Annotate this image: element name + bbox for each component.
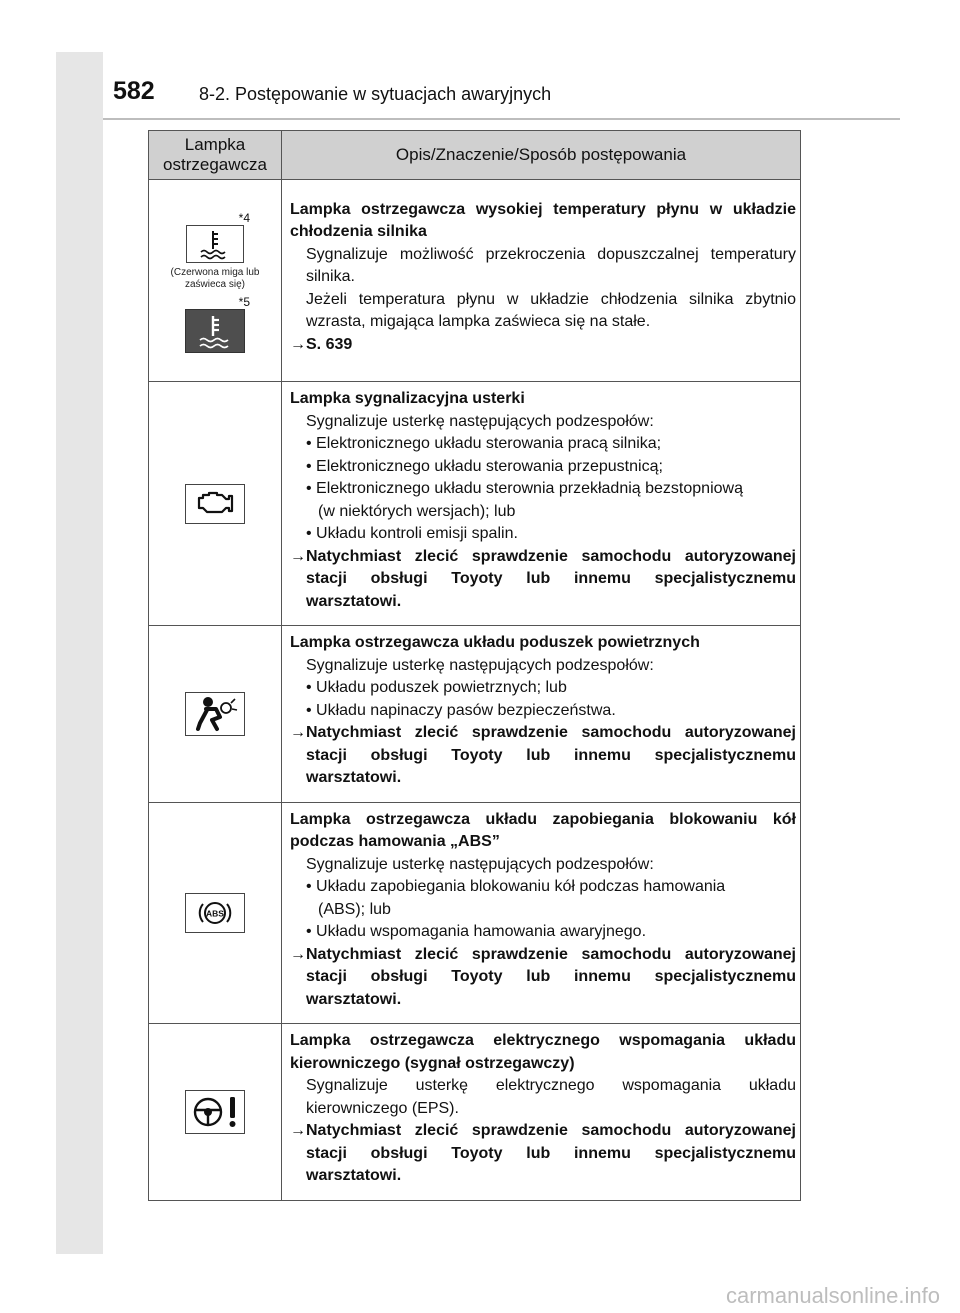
lamp-description: Sygnalizuje usterkę następujących podzespołów: — [306, 412, 654, 430]
abs-icon — [185, 893, 245, 933]
icon-cell — [149, 382, 282, 626]
action-instruction — [290, 1120, 796, 1188]
lamp-title: Lampka ostrzegawcza elektrycznego wspomagania układu kierowniczego (sygnał ostrzegawczy) — [290, 1032, 796, 1072]
arrow-icon: → — [290, 945, 306, 963]
coolant-temperature-icon-lit — [185, 309, 245, 353]
action-reference — [290, 334, 796, 357]
list-item: • Elektronicznego układu sterowania przepustnicą; — [306, 457, 663, 475]
list-item: • Układu napinaczy pasów bezpieczeństwa. — [306, 701, 616, 719]
list-item: • Układu kontroli emisji spalin. — [306, 525, 518, 542]
icon-cell — [149, 626, 282, 803]
arrow-icon: → — [290, 724, 306, 741]
action-text: Natychmiast zlecić sprawdzenie samochodu autoryzowanej stacji obsługi Toyoty lub innemu specjalistycznemu warsztatowi. — [306, 1122, 796, 1184]
description-cell — [282, 382, 801, 626]
lamp-title: Lampka ostrzegawcza układu zapobiegania blokowaniu kół podczas hamowania „ABS” — [290, 810, 796, 850]
lamp-description: Sygnalizuje usterkę następujących podzespołów: — [306, 656, 654, 674]
icon-cell — [149, 180, 282, 382]
description-cell — [282, 180, 801, 382]
footnote-marker: *5 — [238, 294, 250, 309]
description-cell — [282, 802, 801, 1024]
section-title: 8-2. Postępowanie w sytuacjach awaryjnych — [199, 84, 552, 104]
table-row — [149, 180, 801, 382]
coolant-temperature-icon — [186, 225, 244, 263]
description-cell — [282, 1024, 801, 1201]
lamp-title: Lampka ostrzegawcza wysokiej temperatury płynu w układzie chłodzenia silnika — [290, 200, 796, 241]
description-cell — [282, 626, 801, 803]
table-row — [149, 802, 801, 1024]
list-item: • Układu wspomagania hamowania awaryjnego. — [306, 923, 647, 940]
abs-icon-label: ABS — [206, 908, 224, 919]
list-item-continuation: (ABS); lub — [318, 900, 391, 918]
lamp-description: Sygnalizuje usterkę następujących podzespołów: — [306, 855, 654, 873]
action-instruction — [290, 944, 796, 1012]
icon-cell — [149, 802, 282, 1024]
check-engine-icon — [185, 484, 245, 524]
table-row — [149, 1024, 801, 1201]
airbag-icon — [185, 692, 245, 736]
arrow-icon: → — [290, 1122, 306, 1139]
watermark: carmanualsonline.info — [725, 1283, 940, 1308]
list-item: • Układu poduszek powietrznych; lub — [306, 679, 567, 696]
table-row — [149, 626, 801, 803]
action-text: Natychmiast zlecić sprawdzenie samochodu autoryzowanej stacji obsługi Toyoty lub innemu specjalistycznemu warsztatowi. — [306, 724, 796, 786]
warning-lamps-table — [148, 130, 801, 1201]
arrow-icon: → — [290, 335, 306, 353]
list-item-continuation: (w niektórych wersjach); lub — [318, 502, 516, 520]
icon-cell — [149, 1024, 282, 1201]
side-band — [56, 52, 103, 1254]
page-reference: S. 639 — [306, 335, 353, 353]
lamp-title: Lampka sygnalizacyjna usterki — [290, 390, 525, 407]
col-header-lamp: Lampka ostrzegawcza — [149, 131, 282, 180]
table-row — [149, 382, 801, 626]
icon-note: (Czerwona miga lub zaświeca się) — [170, 266, 260, 290]
lamp-description: Sygnalizuje usterkę elektrycznego wspomagania układu kierowniczego (EPS). — [306, 1077, 796, 1117]
steering-warning-icon — [185, 1090, 245, 1134]
list-item: • Elektronicznego układu sterownia przekładnią bezstopniową — [306, 480, 743, 497]
lamp-description: Sygnalizuje możliwość przekroczenia dopuszczalnej temperatury silnika. — [306, 245, 796, 286]
col-header-description: Opis/Znaczenie/Sposób postępowania — [282, 131, 801, 180]
action-text: Natychmiast zlecić sprawdzenie samochodu autoryzowanej stacji obsługi Toyoty lub innemu specjalistycznemu warsztatowi. — [306, 547, 796, 610]
list-item: • Elektronicznego układu sterowania pracą silnika; — [306, 435, 662, 452]
action-instruction — [290, 722, 796, 790]
list-item: • Układu zapobiegania blokowaniu kół podczas hamowania — [306, 878, 726, 895]
page-number: 582 — [113, 77, 155, 105]
table-header-row — [149, 131, 801, 180]
page-header — [103, 72, 900, 120]
action-instruction — [290, 546, 796, 614]
footnote-marker: *4 — [238, 210, 250, 225]
arrow-icon: → — [290, 547, 306, 565]
lamp-title: Lampka ostrzegawcza układu poduszek powietrznych — [290, 634, 700, 651]
lamp-description: Jeżeli temperatura płynu w układzie chłodzenia silnika zbytnio wzrasta, migająca lampka zaświeca się na stałe. — [306, 290, 796, 331]
action-text: Natychmiast zlecić sprawdzenie samochodu autoryzowanej stacji obsługi Toyoty lub innemu specjalistycznemu warsztatowi. — [306, 945, 796, 1008]
